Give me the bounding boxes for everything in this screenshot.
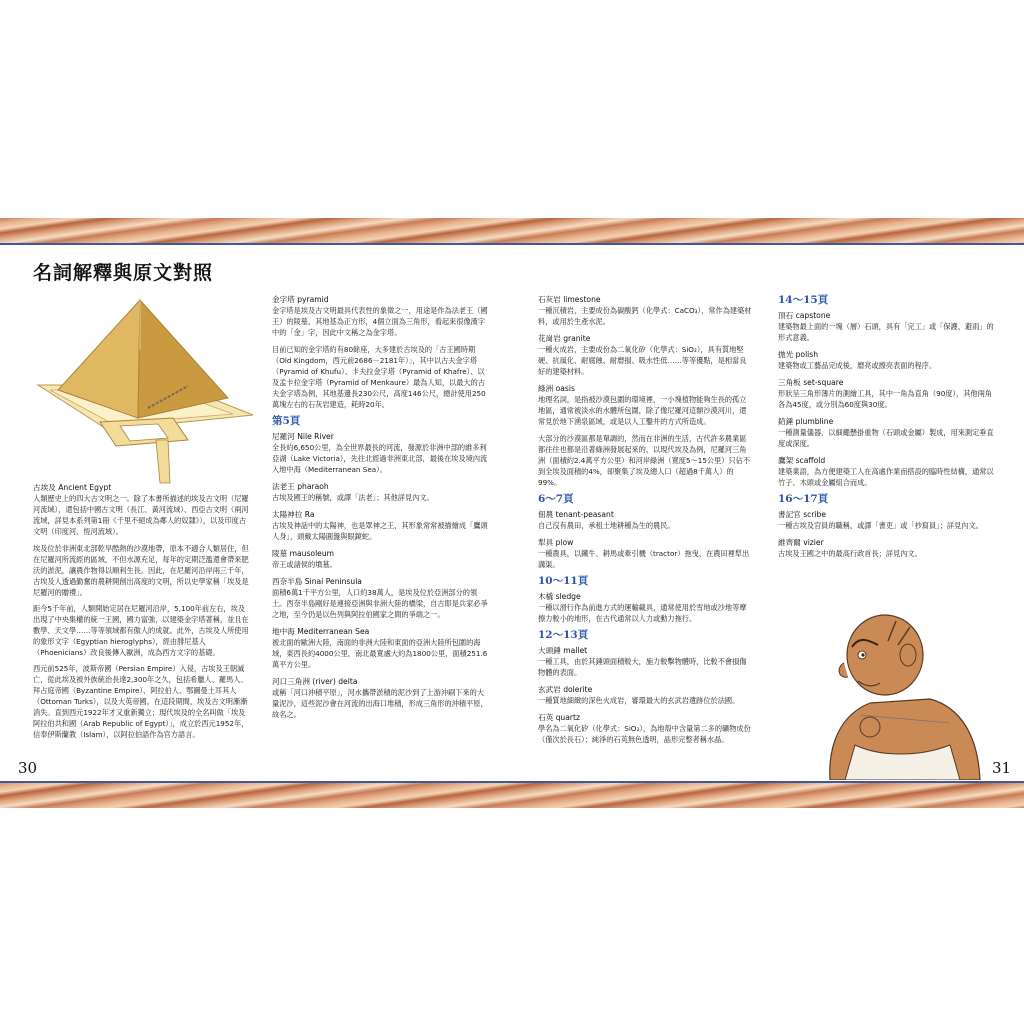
glossary-entry	[538, 433, 752, 488]
glossary-entry	[33, 482, 249, 537]
glossary-entry	[272, 676, 490, 720]
entry-definition: 古埃及神話中的太陽神，也是眾神之王，其形象常常被描繪成「鷹頭人身」，頭戴太陽圓盤與眼鏡蛇。	[272, 521, 488, 541]
section-heading: 16～17頁	[778, 493, 829, 505]
section-heading: 6～7頁	[538, 493, 574, 505]
glossary-entry	[538, 294, 752, 327]
entry-term: 鉛錘 plumbline	[778, 417, 834, 426]
entry-definition: 一種沉積岩，主要成份為碳酸鈣（化學式：CaCO₃），常作為建築材料，或用於生產水泥。	[538, 306, 752, 326]
glossary-entry	[778, 537, 994, 559]
column-1	[33, 482, 249, 745]
paragraph: 埃及位於非洲東北部乾旱酷熱的沙漠地帶，原本不適合人類居住，但在尼羅河所流經的區域，不但水源充足，每年的定期泛濫還會帶來肥沃的淤泥，讓農作物得以順利生長。因此，在尼羅河沿岸兩三千年，古埃及人透過勤奮的農耕開創出高度的文明，所以史學家稱「埃及是尼羅河的贈禮」。	[33, 544, 249, 597]
glossary-entry	[778, 509, 994, 531]
glossary-entry	[778, 349, 994, 371]
entry-definition: 金字塔是埃及古文明最具代表性的象徵之一，用途是作為法老王（國王）的陵墓，其地基為正方形，4個立面為三角形，看起來很像漢字中的「金」字，因此中文稱之為金字塔。	[272, 306, 488, 337]
entry-term: 大頭錘 mallet	[538, 646, 588, 655]
entry-definition: 地理名詞，是指被沙漠包圍的環境裡，一小塊植物能夠生長的孤立地區，通常被淡水的水體所包圍，除了像尼羅河這類沙漠河川，還常見於地下湧泉區域，或是以人工鑿井的方式所造成。	[538, 395, 747, 426]
entry-definition: 目前已知的金字塔約有80餘座，大多建於古埃及的「古王國時期（Old Kingdom，西元前2686－2181年）」，其中以古夫金字塔（Pyramid of Khufu）、卡夫拉金字塔（Pyramid of Khafre）、以及孟卡拉金字塔（Pyramid of Menkaure）最為人知，以最大的古夫金字塔為例，其地基邊長230公尺，高度146公尺，總計使用250萬塊左右的石灰岩建造，耗時20年。	[272, 345, 486, 409]
top-band-edge-line	[0, 243, 1024, 245]
entry-definition: 一種古埃及官員的職稱，或譯「書吏」或「抄寫員」；詳見內文。	[778, 521, 983, 530]
entry-definition: 一種質地細緻的深色火成岩，審環最大的玄武岩遺跡位於法國。	[538, 696, 740, 705]
page-title: 名詞解釋與原文對照	[33, 262, 214, 284]
entry-definition: 自己沒有農田，承租土地耕種為生的農民。	[538, 521, 675, 530]
entry-definition: 建築物最上面的一塊（層）石頭，具有「完工」或「保護、避雨」的形式意義。	[778, 322, 994, 342]
glossary-entry	[538, 537, 752, 570]
section-heading: 第5頁	[272, 415, 301, 427]
glossary-entry	[778, 455, 994, 488]
entry-term: 古埃及 Ancient Egypt	[33, 483, 112, 492]
entry-term: 玄武岩 dolerite	[538, 685, 593, 694]
entry-definition: 或稱「河口沖積平原」，河水攜帶淤積的泥沙到了上游沖刷下來的大量泥沙，這些泥沙會在河流的出海口堆積，形成三角形的沖積平原，故名之。	[272, 688, 488, 719]
paragraph: 西元前525年，波斯帝國（Persian Empire）入侵，古埃及王朝滅亡，從此埃及被外族統治長達2,300年之久，包括希臘人、羅馬人、拜占庭帝國（Byzantine Empire）、阿拉伯人、鄂圖曼土耳其人（Ottoman Turks），以及大英帝國。在這段期間，埃及古文明漸漸消失。直到西元1922年才又重新獨立；現代埃及的全名叫做「埃及阿拉伯共和國（Arab Republic of Egypt）」，成立於西元1952年，信奉伊斯蘭教（Islam），以阿拉伯語作為官方語言。	[33, 664, 249, 739]
page-number-left: 30	[18, 759, 38, 777]
entry-term: 木橇 sledge	[538, 592, 581, 601]
column-4	[778, 290, 994, 565]
glossary-entry	[778, 377, 994, 410]
glossary-entry	[538, 684, 752, 706]
entry-term: 三角板 set-square	[778, 378, 844, 387]
entry-definition: 形狀呈三角形薄片的測繪工具，其中一角為直角（90度），其他兩角各為45度，或分別為60度與30度。	[778, 389, 992, 409]
entry-term: 維齊爾 vizier	[778, 538, 824, 547]
entry-term: 法老王 pharaoh	[272, 482, 329, 491]
entry-term: 尼羅河 Nile River	[272, 432, 334, 441]
section-heading: 12～13頁	[538, 629, 589, 641]
column-2	[272, 294, 490, 726]
entry-definition: 一種農具，以鐵牛、耕馬或牽引機（tractor）拖曳，在農田裡犁出溝渠。	[538, 549, 750, 569]
glossary-entry	[538, 712, 752, 745]
glossary-entry	[272, 509, 490, 542]
entry-term: 地中海 Mediterranean Sea	[272, 627, 370, 636]
entry-definition: 全長約6,650公里，為全世界最長的河流，發源於非洲中部的維多利亞湖（Lake Victoria），先往北經過非洲東北部，最後在埃及境內流入地中海（Mediterranean Sea）。	[272, 443, 488, 474]
paragraph: 距今5千年前，人類開始定居在尼羅河沿岸，5,100年前左右，埃及出現了中央集權的統一王國，國力富強，以建築金字塔著稱，並且在數學、天文學……等等領域都有傲人的成就。此外，古埃及人所使用的象形文字（Egyptian hieroglyphs），經由腓尼基人（Phoenicians）改良後傳入歐洲，成為西方文字的基礎。	[33, 604, 249, 657]
glossary-entry	[538, 591, 752, 624]
entry-term: 綠洲 oasis	[538, 384, 575, 393]
entry-definition: 古埃及王國之中的最高行政首長；詳見內文。	[778, 549, 922, 558]
glossary-entry	[272, 548, 490, 570]
entry-term: 花崗岩 granite	[538, 334, 591, 343]
entry-term: 犁具 plow	[538, 538, 574, 547]
entry-definition: 建築物或工藝品完成後，磨亮或擦亮表面的程序。	[778, 361, 937, 370]
glossary-entry	[272, 431, 490, 475]
glossary-entry	[538, 383, 752, 427]
entry-term: 書記官 scribe	[778, 510, 827, 519]
entry-definition: 一種工具，由於其錘頭面積較大，施力較擊物體時，比較不會損傷物體的表面。	[538, 657, 747, 677]
entry-term: 西奈半島 Sinai Peninsula	[272, 577, 362, 586]
entry-term: 石英 quartz	[538, 713, 580, 722]
glossary-entry	[778, 416, 994, 449]
entry-definition: 一種以滑行作為前進方式的運輸載具，通常使用於雪地或沙地等摩擦力較小的地形，在古代通常以人力或動力拖行。	[538, 603, 747, 623]
pyramid-illustration	[28, 290, 263, 485]
entry-definition: 大部分的沙漠區都是單調的，然而在非洲的生活，古代許多農業區都往往也都是沿著綠洲發展起來的，以現代埃及為例，尼羅河三角洲（面積約2.4萬平方公里）和河岸綠洲（寬度5～15公里）只佔不到全埃及面積的4%，卻聚集了埃及總人口（超過8千萬人）的99%。	[538, 434, 751, 487]
entry-definition: 人類歷史上的四大古文明之一。除了本書所描述的埃及古文明（尼羅河流域），還包括中國古文明（長江、黃河流域）、西亞古文明（兩河流域，詳見本系列第1冊《千里不絕成為鄰人的奴隸》），以及印度古文明（印度河、恆河流域）。	[33, 494, 249, 536]
entry-definition: 面積6萬1千平方公里，人口約38萬人，是埃及位於亞洲部分的領土。西奈半島剛好是連接亞洲與非洲大陸的橋梁，自古即是兵家必爭之地，至今仍是以色列與阿拉伯國家之間的爭端之一。	[272, 588, 488, 619]
entry-term: 鷹架 scaffold	[778, 456, 826, 465]
entry-term: 拋光 polish	[778, 350, 819, 359]
column-3	[538, 294, 752, 751]
entry-term: 佃農 tenant-peasant	[538, 510, 614, 519]
entry-term: 陵墓 mausoleum	[272, 549, 335, 558]
decorative-top-band	[0, 218, 1024, 245]
glossary-entry	[778, 310, 994, 343]
entry-term: 太陽神拉 Ra	[272, 510, 315, 519]
entry-definition: 被北面的歐洲大陸，南面的非洲大陸和東面的亞洲大陸所包圍的海域，東西長約4000公里，南北最寬處大約為1800公里，面積251.6萬平方公里。	[272, 638, 488, 669]
entry-term: 河口三角洲 (river) delta	[272, 677, 358, 686]
bottom-band-edge-line	[0, 781, 1024, 783]
entry-definition: 一種測量儀器，以細繩懸掛重物（石頭或金屬）製成，用來測定垂直度或深度。	[778, 428, 994, 448]
entry-term: 金字塔 pyramid	[272, 295, 329, 304]
glossary-entry	[538, 645, 752, 678]
entry-definition: 學名為二氧化矽（化學式：SiO₂），為地殼中含量第二多的礦物成份（僅次於長石）；純淨的石英無色透明，晶形完整者稱水晶。	[538, 724, 751, 744]
page-number-right: 31	[992, 759, 1012, 777]
section-heading: 10～11頁	[538, 575, 589, 587]
glossary-entry	[272, 626, 490, 670]
glossary-entry	[538, 333, 752, 377]
glossary-entry	[272, 344, 490, 410]
glossary-entry	[538, 509, 752, 531]
section-heading: 14～15頁	[778, 294, 829, 306]
entry-definition: 建築業語，為方便建築工人在高處作業而搭設的臨時性結構，通常以竹子、木頭或金屬組合而成。	[778, 467, 994, 487]
decorative-bottom-band	[0, 781, 1024, 808]
entry-term: 頂石 capstone	[778, 311, 831, 320]
entry-definition: 古埃及國王的稱號，或譯「法老」；其他詳見內文。	[272, 493, 434, 502]
vizier-cartoon-illustration	[800, 595, 995, 780]
glossary-entry	[272, 576, 490, 620]
entry-term: 石灰岩 limestone	[538, 295, 601, 304]
entry-definition: 帝王或諸侯的墳墓。	[272, 560, 337, 569]
glossary-entry	[272, 481, 490, 503]
entry-definition: 一種火成岩，主要成份為二氧化矽（化學式：SiO₂），具有質地堅硬、抗風化、耐腐蝕、耐磨損、吸水性低……等等優點，是相當良好的建築材料。	[538, 345, 747, 376]
glossary-entry	[272, 294, 490, 338]
